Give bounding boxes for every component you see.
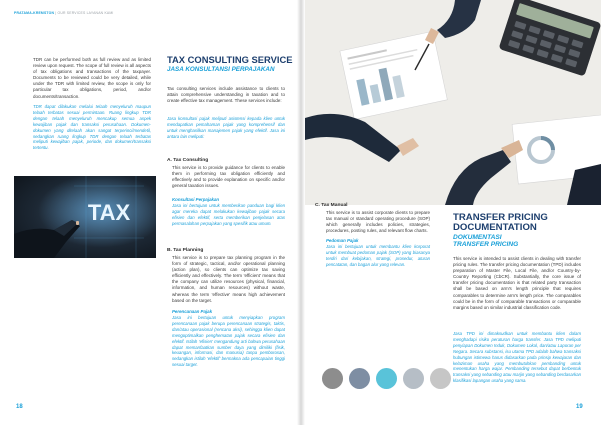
tdr-intro-indonesian: TDR dapat dilakukan melalui telaah menyeluruh maupun telaah terbatas sesuai permintaan. Ruang lingkup TDR dengan telaah menyeluruh mencakup semua aspek kewajiban pajak dan transaksi perusahaan. Dokumen-dokumen yang ditelaah akan sangat terperinci/mendetil, sedangkan ruang lingkup TDR dengan telaah terbatas meliputi kewajiban pajak, periode, dan dokumen/transaksi tertentu. (33, 104, 151, 151)
circle-icon (403, 368, 424, 389)
running-header-company: PRATAMA-KREMSTON (14, 11, 55, 15)
transfer-pricing-subtitle-line-1: DOKUMENTASI (453, 234, 502, 241)
spine-shadow (297, 0, 305, 425)
section-a-indonesian: Jasa ini bertujuan untuk memberikan panduan bagi klien agar mereka dapat melakukan kewajiban pajak secara efisien dan efektif, serta memberikan penjelasan atas permasalahan perpajakan yang spesifik atau umum. (172, 203, 285, 226)
transfer-pricing-english: This service is intended to assist clients in dealing with transfer pricing rules. The transfer pricing documentation (TPD) includes preparation of Master File, Local File, and/or Country-by-Country Reporting (CbCR). Substantially, the core issue of transfer pricing documentation is that related party transaction shall be based on arm's length principle that requires comparables to determine arm's length price. The comparables could be in the form of comparable transactions or comparable margins based on similar industrial classification code. (453, 256, 581, 310)
tax-consulting-intro-english: Tax consulting services include assistance to clients to attain comprehensive understanding in taxation and to create effective tax management. These services include: (167, 86, 285, 104)
page-number-right: 19 (576, 404, 583, 410)
running-header-section: | OUR SERVICES LAYANAN KAMI (54, 11, 114, 15)
running-header (14, 11, 114, 15)
section-a-english: This service is to provide guidance for clients to enable them in performing tax obligation efficiently and effectively and to provide explanation on specific and/or general taxation issues. (172, 165, 285, 189)
section-c-heading: C. Tax Manual (315, 203, 348, 208)
section-b-indonesian-heading: Perencanaan Pajak (172, 309, 213, 314)
section-b-indonesian: Jasa ini bertujuan untuk menyiapkan program perencanaan pajak berupa perencanaan strategis, taktis, dan/atau operasional (rencana aksi), sehingga klien dapat mengoptimalkan penghematan pajak secara efisien dan efektif. Istilah 'efisien' mengandung arti bahwa perusahaan dapat memanfaatkan sumber daya yang dimiliki (fisik, keuangan, informasi, dan manusia) tanpa pemborosan, sedangkan istilah 'efektif' bermakna ada pencapaian tinggi sesuai target. (172, 315, 285, 368)
section-b-heading: B. Tax Planning (167, 248, 204, 253)
tax-consulting-subtitle: JASA KONSULTANSI PERPAJAKAN (167, 66, 275, 73)
transfer-pricing-title-line-1: TRANSFER PRICING (453, 212, 548, 223)
section-c-indonesian-heading: Pedoman Pajak (326, 238, 359, 243)
circle-icon (430, 368, 451, 389)
transfer-pricing-title (453, 213, 548, 233)
transfer-pricing-subtitle-line-2: TRANSFER PRICING (453, 241, 519, 249)
section-c-english: This service is to assist corporate clients to prepare tax manual or standard operating procedure (SOP) which generally includes policies, strategies, procedures, posting rules, and relevant flow charts. (326, 210, 430, 234)
page-number-left: 18 (16, 404, 23, 410)
tax-hologram-photo (14, 176, 156, 258)
transfer-pricing-indonesian: Jasa TPD ini dimaksudkan untuk membantu klien dalam menghadapi risiko peraturan harga transfer. Jasa TPD meliputi penyiapan Dokumen Induk, Dokumen Lokal, dan/atau Laporan per Negara. Secara substansi, isu utama TPD adalah bahwa transaksi hubungan istimewa harus didasarkan pada prinsip kewajaran dan kelaziman usaha yang membutuhkan pembanding untuk menentukan harga wajar. Pembanding tersebut dapat berbentuk transaksi yang sebanding atau marjin yang sebanding berdasarkan klasifikasi lapangan usaha yang sama. (453, 331, 581, 384)
circle-icon (376, 368, 397, 389)
meeting-desk-illustration (305, 0, 601, 205)
circle-icon (322, 368, 343, 389)
tax-consulting-title: TAX CONSULTING SERVICE (167, 54, 293, 65)
transfer-pricing-title-line-2: DOCUMENTATION (453, 222, 537, 234)
transfer-pricing-subtitle (453, 234, 518, 248)
tdr-intro-english: TDR can be performed both as full review and as limited review upon request. The scope of full review is all aspects of tax obligations and transactions of the taxpayer. Documents to be reviewed could be very detailed, while under the TDR with limited review, the scope is only for particular tax obligations, period, and/or documents/transaction. (33, 57, 151, 99)
tax-hologram-text: TAX (87, 200, 131, 225)
section-a-heading: A. Tax Consulting (167, 158, 209, 163)
section-a-indonesian-heading: Konsultasi Perpajakan (172, 197, 220, 202)
circle-icon (349, 368, 370, 389)
tax-hologram-illustration (14, 176, 156, 258)
section-b-english: This service is to prepare tax planning program in the form of strategic, tactical, and/or operational planning (action plan), so clients can optimize tax saving efficiently and effectively. The term 'efficient' means that the company can utilize resources (physical, financial, information, and human resources) without waste, whereas the term 'effective' means high achievement based on the target. (172, 255, 285, 303)
section-c-indonesian: Jasa ini bertujuan untuk membantu klien korporat untuk membuat pedoman pajak (SOP) yang biasanya terdiri dari kebijakan, strategi, prosedur, aturan pencatatan, dan bagan alur yang relevan. (326, 244, 430, 267)
business-meeting-photo (305, 0, 601, 205)
tax-consulting-intro-indonesian: Jasa konsultasi pajak meliputi asistensi kepada klien untuk mendapatkan pemahaman pajak yang komprehensif dan untuk menghasilkan manajemen pajak yang efektif. Jasa ini antara lain meliputi: (167, 116, 285, 139)
